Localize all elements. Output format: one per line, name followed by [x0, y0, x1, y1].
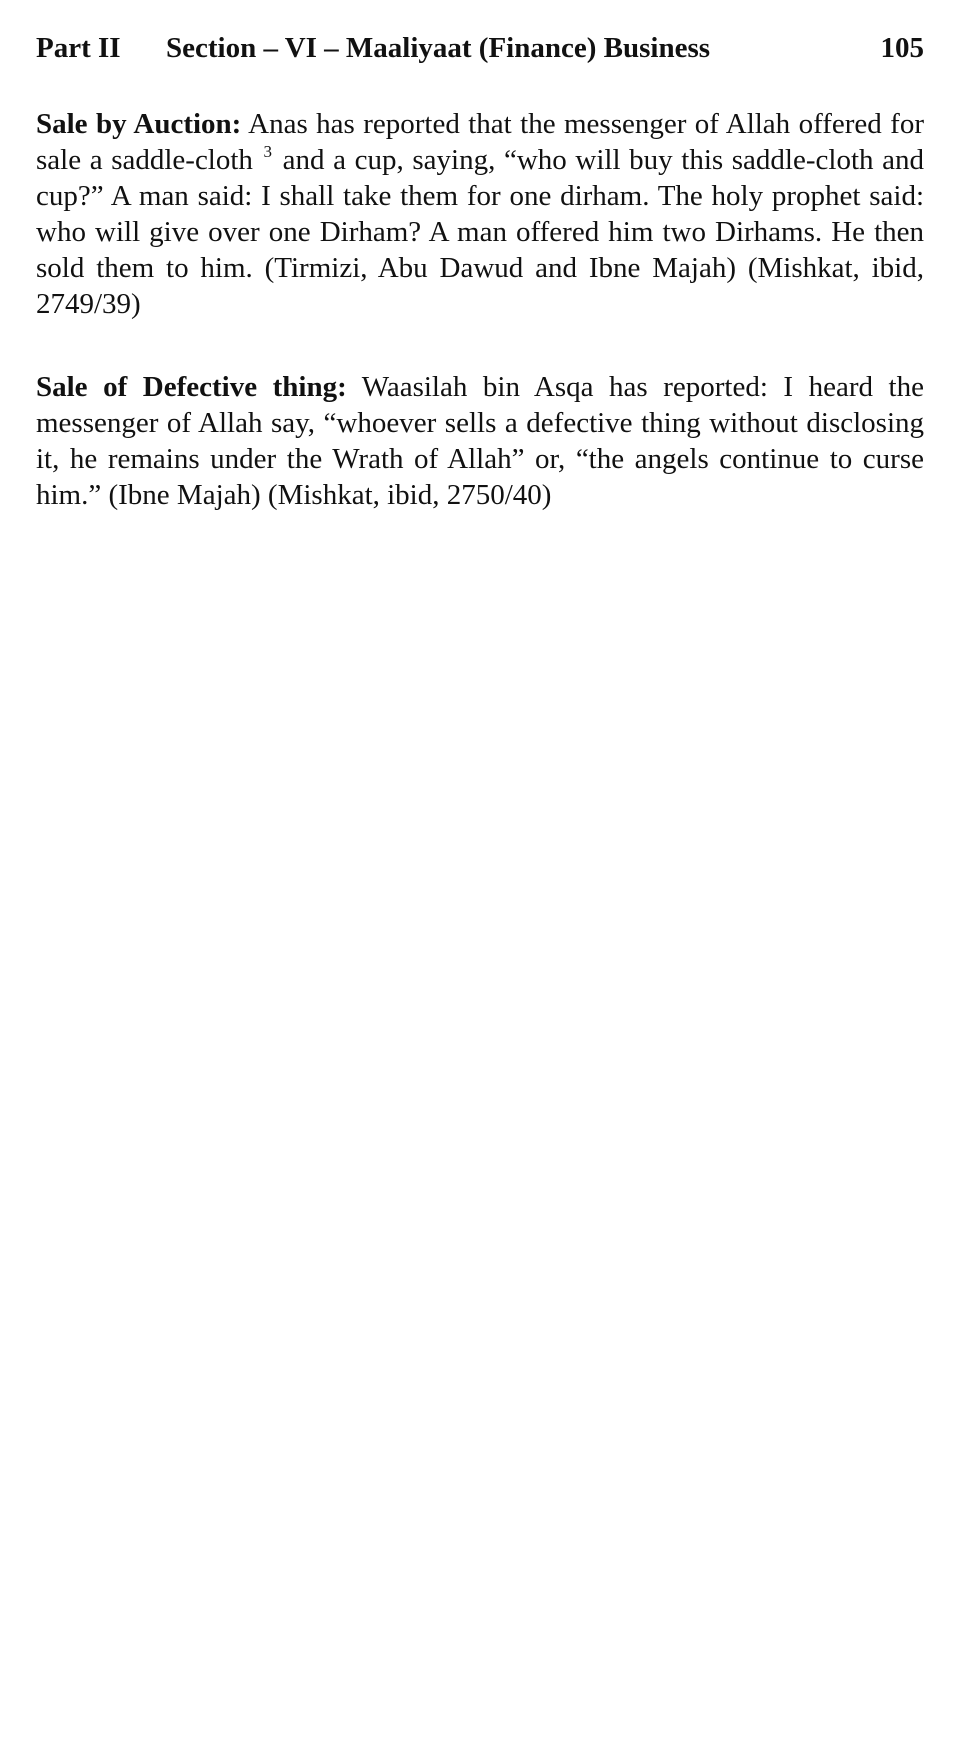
- paragraph-heading: Sale of Defective thing:: [36, 371, 347, 403]
- header-part: Part II: [36, 32, 121, 64]
- page-number: 105: [880, 32, 924, 64]
- paragraph-heading: Sale by Auction:: [36, 108, 242, 140]
- paragraph-sale-by-auction: [36, 106, 924, 322]
- paragraph-text: Anas has reported that the messenger of Allah offered for sale a saddle-cloth: [36, 108, 924, 176]
- paragraph-sale-of-defective-thing: [36, 369, 924, 513]
- header-section-title: Section – VI – Maaliyaat (Finance) Business: [166, 32, 711, 64]
- running-header: [36, 28, 924, 68]
- paragraph-text: Waasilah bin Asqa has reported: I heard the messenger of Allah say, “whoever sells a defective thing without disclosing it, he remains under the Wrath of Allah” or, “the angels continue to curse him.” (Ibne Majah) (Mishkat, ibid, 2750/40): [36, 371, 924, 511]
- paragraph-text: and a cup, saying, “who will buy this saddle-cloth and cup?” A man said: I shall take them for one dirham. The holy prophet said: who will give over one Dirham? A man offered him two Dirhams. He then sold them to him. (Tirmizi, Abu Dawud and Ibne Majah) (Mishkat, ibid, 2749/39): [36, 144, 924, 320]
- footnote-reference: 3: [263, 142, 273, 161]
